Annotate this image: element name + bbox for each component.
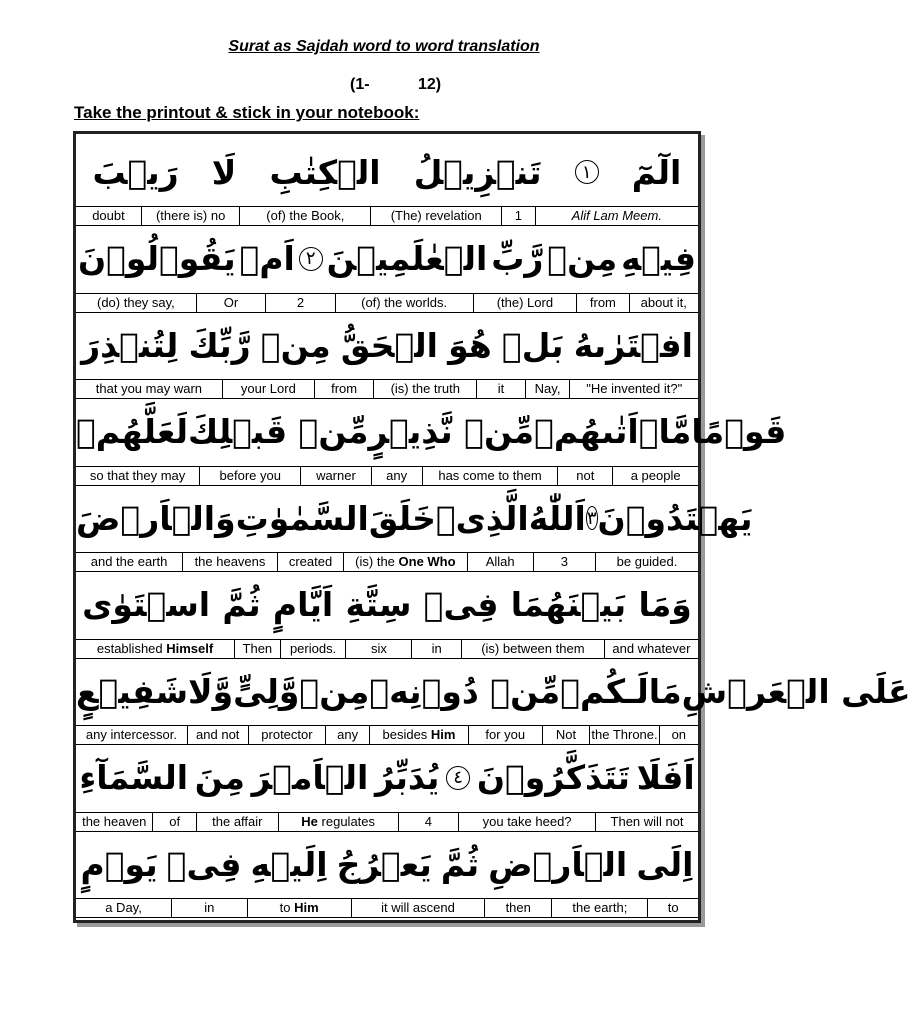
translation-line [76,639,698,659]
arabic-word: وَالۡاَرۡضَ [76,498,236,538]
translation-cell [182,553,277,571]
arabic-word: الَّذِىۡ [435,498,529,538]
arabic-word: مَا [648,671,682,711]
translation-line [76,725,698,745]
translation-text: to Him [279,900,319,915]
translation-cell [76,380,222,398]
translation-text: be guided. [616,554,678,569]
translation-text: Not [555,727,577,742]
translation-text: in [204,900,215,915]
translation-line [76,552,698,572]
translation-cell [222,380,314,398]
arabic-word: اَيَّامٍ [272,585,334,624]
translation-cell [314,380,373,398]
arabic-line [76,311,698,379]
arabic-word: لَعَلَّهُمۡ [76,412,188,451]
translation-cell [525,380,570,398]
translation-text: that you may warn [95,381,202,396]
translation-cell [461,640,604,658]
arabic-word: مِنۡ [547,239,618,278]
translation-text: 2 [296,294,305,310]
translation-text: you take heed? [482,813,572,829]
arabic-word: مِنۡ [260,325,331,365]
translation-cell [345,640,411,658]
translation-text: the affair [212,813,263,829]
arabic-word: الۡاَمۡرَ [251,758,369,797]
translation-text: Alif Lam Meem. [571,208,662,223]
arabic-word: اَتٰٮهُمۡ [534,412,639,451]
ayah-number-marker: ٣ [586,507,597,529]
arabic-word: رَيۡبَ [92,152,179,192]
arabic-line [76,484,753,552]
translation-text: Nay, [534,381,561,396]
translation-cell [542,726,590,744]
translation-text: 3 [560,554,569,569]
translation-text: (of) the Book, [266,208,345,223]
arabic-word: يَقُوۡلُوۡنَ [77,239,236,278]
arabic-word: مِّنۡ نَّذِيۡرٍ [368,412,535,451]
arabic-word: يَهۡتَدُوۡنَ [597,498,753,538]
translation-cell [659,726,698,744]
arabic-word: رَّبِّ [491,239,544,278]
arabic-word: سِتَّةِ [345,585,412,624]
verse-range-start: (1- [350,76,370,93]
arabic-word: فِيۡهِ [621,239,696,278]
translation-sheet [73,131,911,923]
translation-text: it will ascend [381,900,455,915]
translation-text: about it, [640,294,687,310]
translation-text: to [667,900,679,915]
translation-cell [76,640,234,658]
translation-cell [468,726,541,744]
arabic-word: اَمۡ [239,239,295,278]
translation-cell [411,640,461,658]
translation-text: created [288,554,333,569]
arabic-word: بَيۡنَهُمَا [510,585,627,624]
translation-text: the Throne. [591,727,658,742]
arabic-word: لَا [211,152,237,192]
translation-cell [467,553,533,571]
arabic-word: فِىۡ [423,585,499,624]
translation-text: He regulates [301,813,376,829]
arabic-line [76,138,698,206]
verse-row [76,571,698,657]
translation-cell [234,640,280,658]
translation-text: 1 [514,208,522,223]
translation-text: from [331,381,358,396]
translation-cell [589,726,658,744]
translation-text: warner [316,467,356,483]
translation-cell [422,467,558,485]
verse-row [76,830,698,916]
translation-text: six [370,640,387,656]
verse-row [76,138,698,224]
arabic-word: لِتُنۡذِرَ [81,325,179,365]
verse-row [76,484,753,570]
translation-text: Then will not [610,813,684,829]
translation-cell [595,813,698,831]
translation-text: in [431,640,442,656]
translation-text: and whatever [612,640,691,656]
translation-cell [551,899,647,917]
verse-range-end: 12) [418,76,442,93]
translation-text: (do) they say, [97,294,175,310]
translation-text: and not [196,727,240,742]
translation-cell [569,380,698,398]
translation-cell [629,294,698,312]
translation-cell [373,380,476,398]
translation-cell [239,207,370,225]
arabic-word: بَلۡ [501,325,564,365]
translation-cell [476,380,524,398]
arabic-line [76,657,911,725]
translation-cell [325,726,369,744]
translation-line [76,379,698,399]
translation-text: any [337,727,359,742]
translation-cell [351,899,484,917]
translation-cell [595,553,698,571]
translation-cell [187,726,248,744]
arabic-word: وَّلِىٍّ [233,671,300,711]
translation-text: (of) the worlds. [361,294,448,310]
verse-row [76,398,787,484]
translation-line [76,898,698,918]
translation-cell [199,467,300,485]
verse-row [76,657,911,743]
arabic-word: وَمَا [638,585,692,624]
arabic-line [76,571,698,639]
translation-cell [369,726,468,744]
translation-cell [335,294,473,312]
translation-text: then [505,900,531,915]
translation-text: established Himself [96,640,214,656]
arabic-word: عَلَى الۡعَرۡشِ [681,671,911,711]
translation-cell [278,813,398,831]
arabic-word: فِىۡ [166,844,242,884]
translation-text: has come to them [438,467,542,483]
translation-line [76,293,698,313]
translation-line [76,466,698,486]
translation-cell [76,553,182,571]
arabic-word: مَّاۤ [638,412,692,451]
translation-text: (there is) no [155,208,226,223]
translation-text: (is) the One Who [355,554,456,569]
translation-line [76,206,698,226]
arabic-word: مِنَ [194,758,245,797]
arabic-line [76,744,698,812]
translation-cell [141,207,239,225]
arabic-word: مِّنۡ قَبۡلِكَ [187,412,369,451]
document-title: Surat as Sajdah word to word translation [228,38,540,55]
translation-text: of [169,813,181,829]
arabic-word: الٓمٓ [631,152,682,192]
arabic-line [76,830,698,898]
arabic-line [76,225,698,293]
arabic-word: السَّمٰوٰتِ [235,498,369,538]
translation-cell [484,899,551,917]
arabic-word: رَّبِّكَ [188,325,251,365]
translation-cell [535,207,698,225]
arabic-word: اِلَى [636,844,694,884]
arabic-word: الۡعٰلَمِيۡنَ [326,239,488,278]
translation-text: periods. [289,640,337,656]
translation-text: a Day, [105,900,142,915]
arabic-word: قَوۡمًا [691,412,787,451]
translation-text: doubt [92,208,125,223]
translation-text: any [386,467,408,483]
translation-text: from [589,294,616,310]
translation-text: for you [485,727,526,742]
arabic-word: شَفِيۡعٍ [76,671,189,711]
translation-cell [76,207,141,225]
translation-text: (The) revelation [390,208,482,223]
translation-cell [76,294,196,312]
arabic-word: السَّمَآءِ [79,758,189,797]
printout-instruction: Take the printout & stick in your notebook: [74,103,420,122]
translation-text: the heavens [194,554,266,569]
translation-cell [152,813,195,831]
translation-text: a people [630,467,681,483]
ayah-number-marker: ٤ [446,766,470,790]
translation-text: (is) the truth [390,381,460,396]
translation-text: Allah [485,554,515,569]
translation-cell [76,813,152,831]
translation-text: besides Him [382,727,456,742]
arabic-word: الۡكِتٰبِ [269,152,381,192]
translation-text: your Lord [240,381,296,396]
arabic-word: اِلَيۡهِ [250,844,328,884]
translation-text: Or [223,294,239,310]
translation-cell [248,726,326,744]
arabic-word: يَوۡمٍ [80,844,158,884]
arabic-word: هُوَ [448,325,492,365]
arabic-word: مِّنۡ دُوۡنِهٖ [369,671,561,711]
translation-text: and the earth [90,554,168,569]
translation-text: it [497,381,505,396]
translation-cell [370,207,501,225]
arabic-word: خَلَقَ [368,498,436,538]
arabic-word: يَعۡرُجُ [336,844,432,884]
translation-cell [647,899,698,917]
translation-text: protector [261,727,313,742]
ayah-number-marker: ١ [575,160,599,184]
verse-row [76,311,698,397]
translation-cell [265,294,334,312]
arabic-word: يُدَبِّرُ [375,758,440,797]
translation-cell [76,726,187,744]
verse-row [76,744,698,830]
translation-cell [196,294,265,312]
translation-text: Then [242,640,273,656]
arabic-word: ثُمَّ [440,844,480,884]
translation-cell [458,813,595,831]
translation-cell [196,813,278,831]
arabic-word: مِنۡ [299,671,370,711]
arabic-word: تَنۡزِيۡلُ [413,152,542,192]
translation-text: "He invented it?" [586,381,683,396]
translation-cell [280,640,346,658]
translation-cell [533,553,595,571]
translation-cell [576,294,628,312]
arabic-word: اَللّٰهُ [528,498,586,538]
arabic-word: ثُمَّ [222,585,261,624]
translation-cell [171,899,246,917]
arabic-word: لَـكُمۡ [560,671,649,711]
translation-cell [343,553,466,571]
arabic-word: افۡتَرٰٮهُ [573,325,693,365]
translation-cell [76,899,171,917]
translation-text: the heaven [82,813,147,829]
translation-cell [398,813,458,831]
translation-cell [557,467,612,485]
translation-text: so that they may [89,467,186,483]
translation-cell [612,467,698,485]
translation-text: (the) Lord [496,294,554,310]
translation-cell [604,640,698,658]
arabic-word: الۡحَقُّ [340,325,438,365]
translation-cell [247,899,351,917]
translation-cell [473,294,577,312]
translation-text: before you [219,467,281,483]
arabic-word: وَّلَا [188,671,234,711]
translation-text: (is) between them [481,640,585,656]
translation-text: not [576,467,595,483]
translation-cell [371,467,422,485]
translation-text: the earth; [572,900,628,915]
arabic-word: الۡاَرۡضِ [488,844,628,884]
translation-cell [501,207,534,225]
translation-text: any intercessor. [85,727,177,742]
arabic-word: تَتَذَكَّرُوۡنَ [476,758,630,797]
arabic-line [76,398,787,466]
arabic-word: اَفَلَا [636,758,695,797]
arabic-word: اسۡتَوٰى [82,585,211,624]
ayah-number-marker: ٢ [299,247,323,271]
translation-cell [300,467,370,485]
translation-text: 4 [424,813,432,829]
translation-cell [277,553,343,571]
translation-line [76,812,698,832]
translation-text: on [671,727,687,742]
translation-cell [76,467,199,485]
verse-row [76,225,698,311]
